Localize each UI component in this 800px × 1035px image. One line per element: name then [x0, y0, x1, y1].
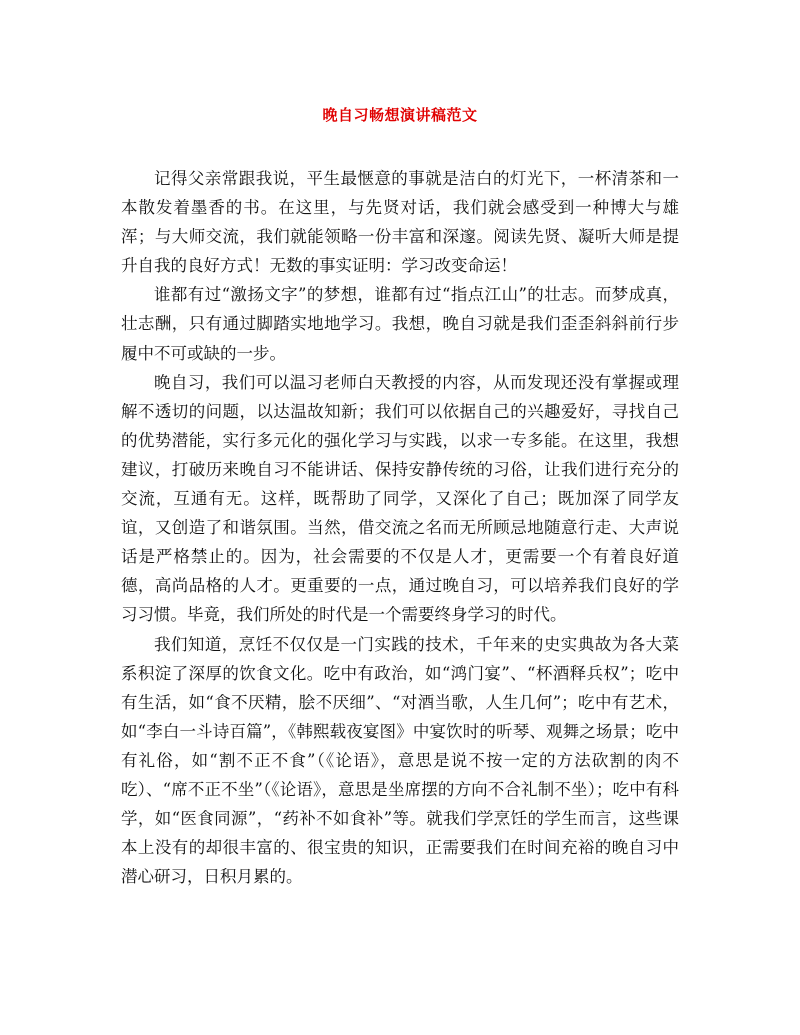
paragraph-3: 晚自习，我们可以温习老师白天教授的内容，从而发现还没有掌握或理解不透切的问题，以达温故知新；我们可以依据自己的兴趣爱好，寻找自己的优势潜能，实行多元化的强化学习与实践，以求一专多能。在这里，我想建议，打破历来晚自习不能讲话、保持安静传统的习俗，让我们进行充分的交流，互通有无。这样，既帮助了同学，又深化了自己；既加深了同学友谊，又创造了和谐氛围。当然，借交流之名而无所顾忌地随意行走、大声说话是严格禁止的。因为，社会需要的不仅是人才，更需要一个有着良好道德，高尚品格的人才。更重要的一点，通过晚自习，可以培养我们良好的学习习惯。毕竟，我们所处的时代是一个需要终身学习的时代。	[121, 372, 679, 625]
document-body	[121, 164, 679, 891]
paragraph-4: 我们知道，烹饪不仅仅是一门实践的技术，千年来的史实典故为各大菜系积淀了深厚的饮食文化。吃中有政治，如“鸿门宴”、“杯酒释兵权”；吃中有生活，如“食不厌精，脍不厌细”、“对酒当歌，人生几何”；吃中有艺术，如“李白一斗诗百篇”，《韩熙载夜宴图》中宴饮时的听琴、观舞之场景；吃中有礼俗，如“割不正不食”（《论语》，意思是说不按一定的方法砍割的肉不吃）、“席不正不坐”（《论语》，意思是坐席摆的方向不合礼制不坐）；吃中有科学，如“医食同源”，“药补不如食补”等。就我们学烹饪的学生而言，这些课本上没有的却很丰富的、很宝贵的知识，正需要我们在时间充裕的晚自习中潜心研习，日积月累的。	[121, 634, 679, 887]
paragraph-1: 记得父亲常跟我说，平生最惬意的事就是洁白的灯光下，一杯清茶和一本散发着墨香的书。在这里，与先贤对话，我们就会感受到一种博大与雄浑；与大师交流，我们就能领略一份丰富和深邃。阅读先贤、凝听大师是提升自我的良好方式！无数的事实证明：学习改变命运！	[121, 169, 679, 276]
paragraph-2: 谁都有过“激扬文字”的梦想，谁都有过“指点江山”的壮志。而梦成真，壮志酬，只有通过脚踏实地地学习。我想，晚自习就是我们歪歪斜斜前行步履中不可或缺的一步。	[121, 285, 679, 363]
document-title: 晚自习畅想演讲稿范文	[322, 106, 478, 124]
